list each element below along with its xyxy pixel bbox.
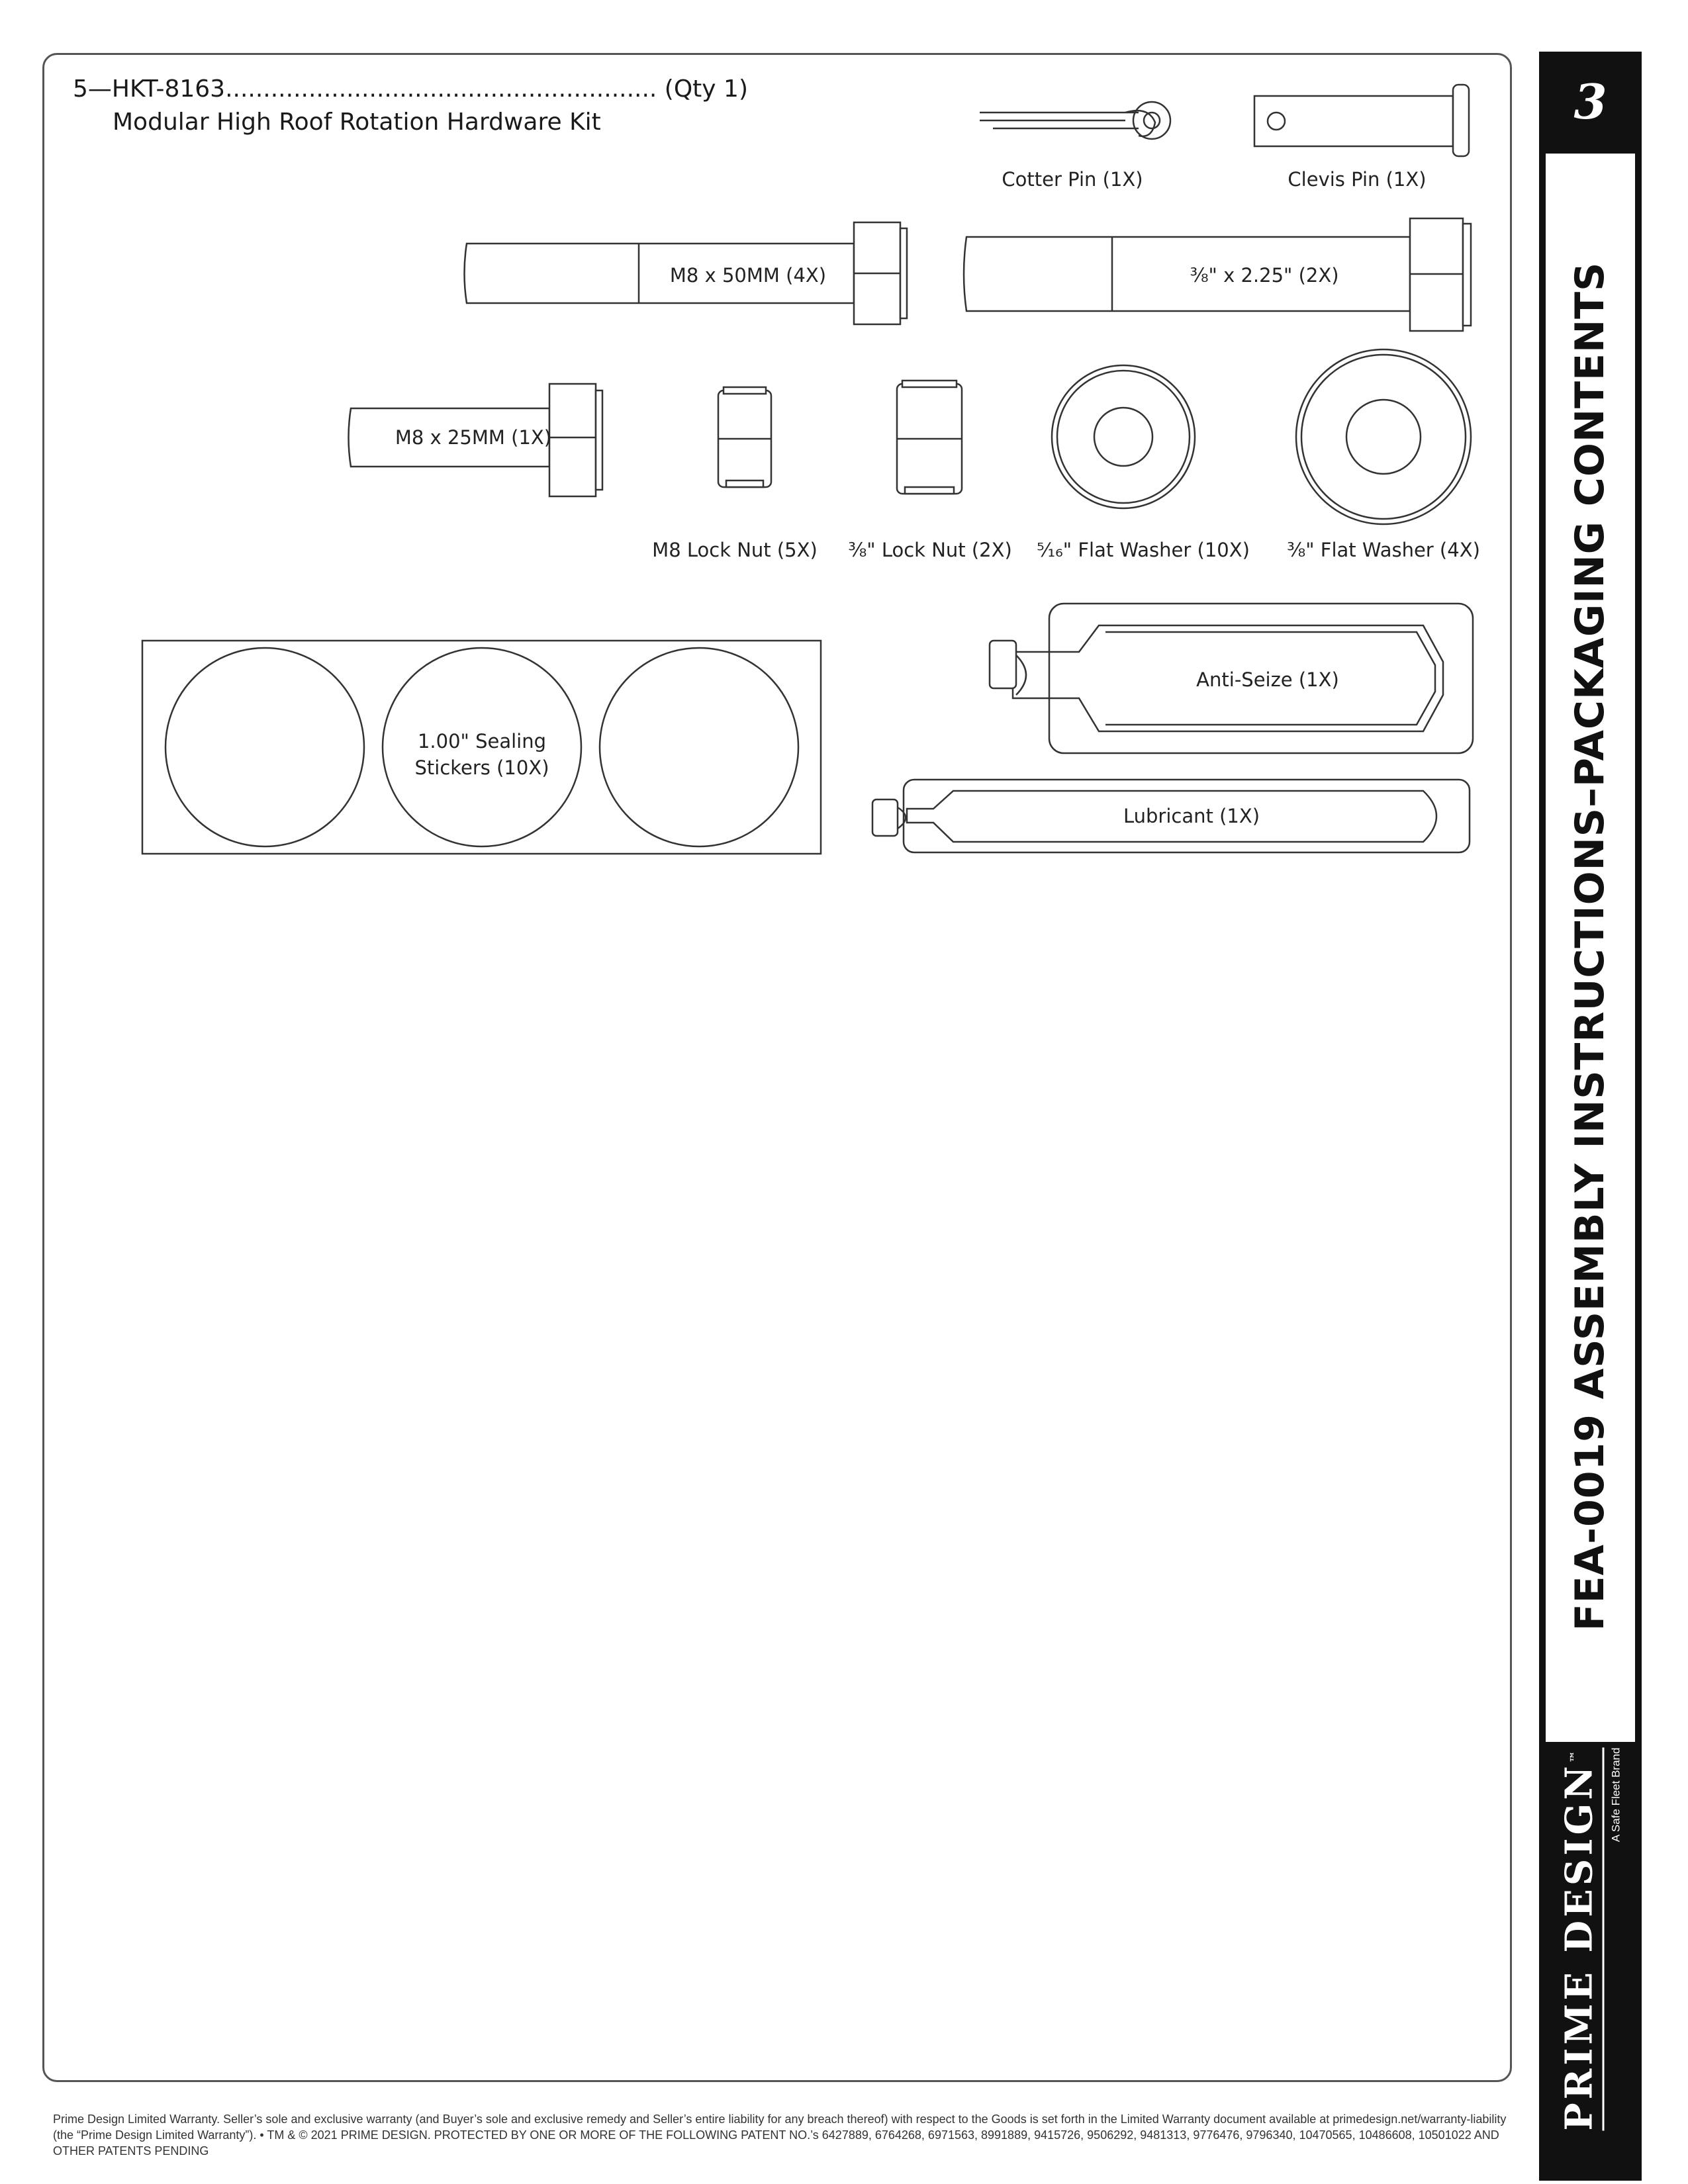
page-number: 3 (1573, 73, 1607, 130)
m8-lock-nut-label: M8 Lock Nut (5X) (652, 539, 818, 561)
sealing-stickers-label-line2: Stickers (10X) (414, 756, 549, 779)
m8-50mm-bolt-label: M8 x 50MM (4X) (669, 264, 827, 287)
lock-nut-3-8-label: ⅜" Lock Nut (2X) (848, 539, 1012, 561)
lock-nut-3-8-drawing (897, 381, 962, 494)
footer-legal (53, 2111, 1509, 2159)
anti-seize-label: Anti-Seize (1X) (1196, 668, 1339, 691)
bolt-3-8-225-label: ⅜" x 2.25" (2X) (1190, 264, 1339, 287)
cotter-pin-drawing (980, 102, 1170, 139)
brand-tagline: A Safe Fleet Brand (1609, 1747, 1622, 1843)
page-number-box (1539, 52, 1642, 151)
m8-25mm-bolt-label: M8 x 25MM (1X) (395, 426, 552, 449)
flat-washer-5-16-label: ⁵⁄₁₆" Flat Washer (10X) (1037, 539, 1250, 561)
m8-lock-nut-drawing (718, 387, 771, 487)
brand-name: PRIME DESIGN (1557, 1762, 1601, 2131)
cotter-pin-label: Cotter Pin (1X) (1002, 168, 1143, 191)
brand-logo-block (1558, 1748, 1623, 2131)
footer-line-1: Prime Design Limited Warranty. Seller’s sole and exclusive warranty (and Buyer’s sole and exclusive remedy and Seller’s entire liability for any breach thereof) with respect to the Goods is set forth in the Limited Warranty document available at primedesign.net/warranty-liability (53, 2113, 1507, 2126)
document-title: FEA-0019 ASSEMBLY INSTRUCTIONS–PACKAGING CONTENTS (1567, 261, 1613, 1631)
flat-washer-5-16-drawing (1052, 365, 1195, 508)
clevis-pin-label: Clevis Pin (1X) (1288, 168, 1427, 191)
lubricant-label: Lubricant (1X) (1123, 805, 1260, 827)
flat-washer-3-8-label: ⅜" Flat Washer (4X) (1287, 539, 1480, 561)
footer-line-2: (the “Prime Design Limited Warranty”). • TM & © 2021 PRIME DESIGN. PROTECTED BY ONE OR MORE OF THE FOLLOWING PATENT NO.’s 6427889, 6764268, 6971563, 8991889, 9415726, 9506292, 9481313, 9776476, 9796340, 10470565, 10486608, 10501022 AND OTHER PATENTS PENDING (53, 2128, 1499, 2158)
flat-washer-3-8-drawing (1296, 349, 1471, 524)
kit-heading: 5—HKT-8163......................................................... (Qty 1) (73, 75, 748, 103)
clevis-pin-drawing (1254, 85, 1469, 156)
kit-subtitle: Modular High Roof Rotation Hardware Kit (113, 109, 601, 136)
sealing-stickers-label-line1: 1.00" Sealing (417, 730, 547, 752)
brand-logo (1558, 1748, 1605, 2131)
trademark-mark: ™ (1568, 1747, 1582, 1763)
